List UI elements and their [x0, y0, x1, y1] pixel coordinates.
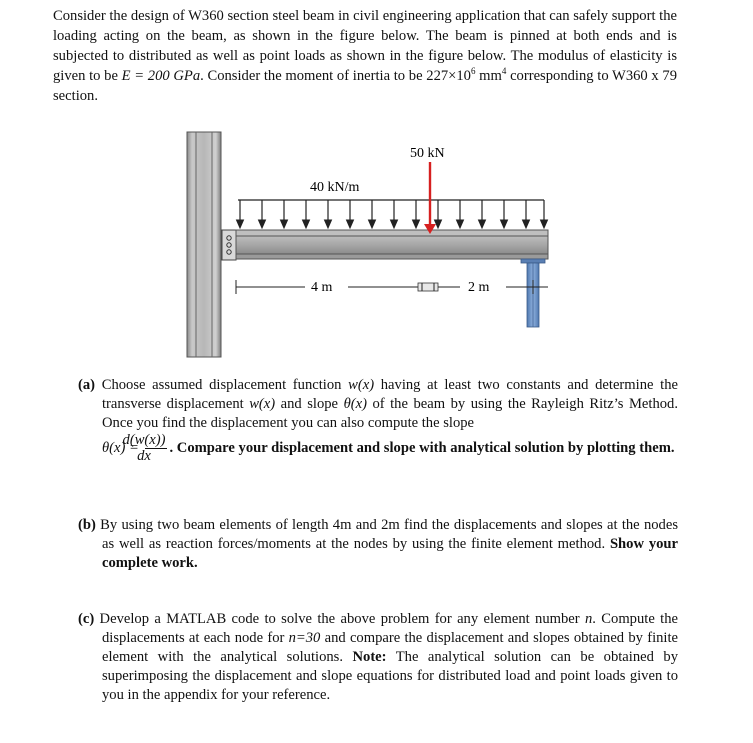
question-c: (c) Develop a MATLAB code to solve the above problem for any element number n. Compute the displacements at each node for n=30 and compare the displacement and slopes obtained by finite element with the analytical solutions. Note: The analytical solution can be obtained by superimposing the displacement and slope equations for distributed load and point loads given to you in the appendix for your reference.	[78, 611, 679, 703]
dist-load-arrow-head	[325, 220, 332, 228]
beam-diagram	[160, 130, 590, 360]
dist-load-arrow-head	[303, 220, 310, 228]
dist-load-arrow-head	[391, 220, 398, 228]
span-2m-label: 2 m	[468, 280, 490, 295]
span-4m-label: 4 m	[311, 280, 333, 295]
question-a-label: (a)	[78, 377, 96, 393]
wall-column	[187, 132, 221, 357]
point-load-arrow	[424, 162, 436, 234]
distributed-load-label: 40 kN/m	[310, 180, 360, 195]
problem-intro	[53, 6, 677, 106]
inertia-value: $227\times 10^6$ $mm^4$	[426, 66, 507, 84]
question-c-label: (c)	[78, 611, 95, 627]
question-a: (a) Choose assumed displacement function w(x) having at least two constants and determine the transverse displacement w(x) and slope θ(x) of the beam by using the Rayleigh Ritz’s Method. Once you find the displacement you can also compute the slope θ(x) = $\frac{d(w(x))}{dx}$ . Compare your displacement and slope with analytical solution by plotting them.	[78, 377, 679, 464]
derivative-fraction: $\frac{d(w(x))}{dx}$	[122, 432, 166, 464]
theta-equation: θ(x) =	[102, 439, 139, 456]
dist-load-arrow-head	[259, 220, 266, 228]
dimension-lines	[236, 280, 548, 294]
steel-beam	[236, 230, 548, 259]
intro-mid-text: . Consider the moment of inertia to be	[200, 68, 423, 84]
distributed-load-arrows	[237, 200, 548, 228]
dist-load-arrow-head	[237, 220, 244, 228]
dist-load-arrow-head	[457, 220, 464, 228]
dist-load-arrow-head	[479, 220, 486, 228]
question-b: (b) By using two beam elements of length 4m and 2m find the displacements and slopes at the nodes as well as reaction forces/moments at the nodes by using the finite element method. Show your complete work.	[78, 517, 679, 571]
dist-load-arrow-head	[413, 220, 420, 228]
modulus-value: E = 200 GPa	[121, 68, 201, 84]
dist-load-arrow-head	[347, 220, 354, 228]
left-pin-support	[222, 230, 236, 260]
dist-load-arrow-head	[501, 220, 508, 228]
question-b-label: (b)	[78, 517, 96, 533]
point-load-label: 50 kN	[410, 146, 445, 161]
dist-load-arrow-head	[281, 220, 288, 228]
dist-load-arrow-head	[523, 220, 530, 228]
beam-figure	[160, 130, 590, 360]
question-a-bold: . Compare your displacement and slope with analytical solution by plotting them.	[169, 439, 675, 456]
intro-tail-text: corresponding to W360 x 79 section.	[53, 68, 677, 104]
intro-text: Consider the design of W360 section steel beam in civil engineering application that can safely support the loading acting on the beam, as shown in the figure below. The beam is pinned at both ends and is subjected to distributed as well as point loads as shown in the figure below. The modulus of elasticity is given to be	[53, 8, 677, 84]
dist-load-arrow-head	[369, 220, 376, 228]
dist-load-arrow-head	[541, 220, 548, 228]
